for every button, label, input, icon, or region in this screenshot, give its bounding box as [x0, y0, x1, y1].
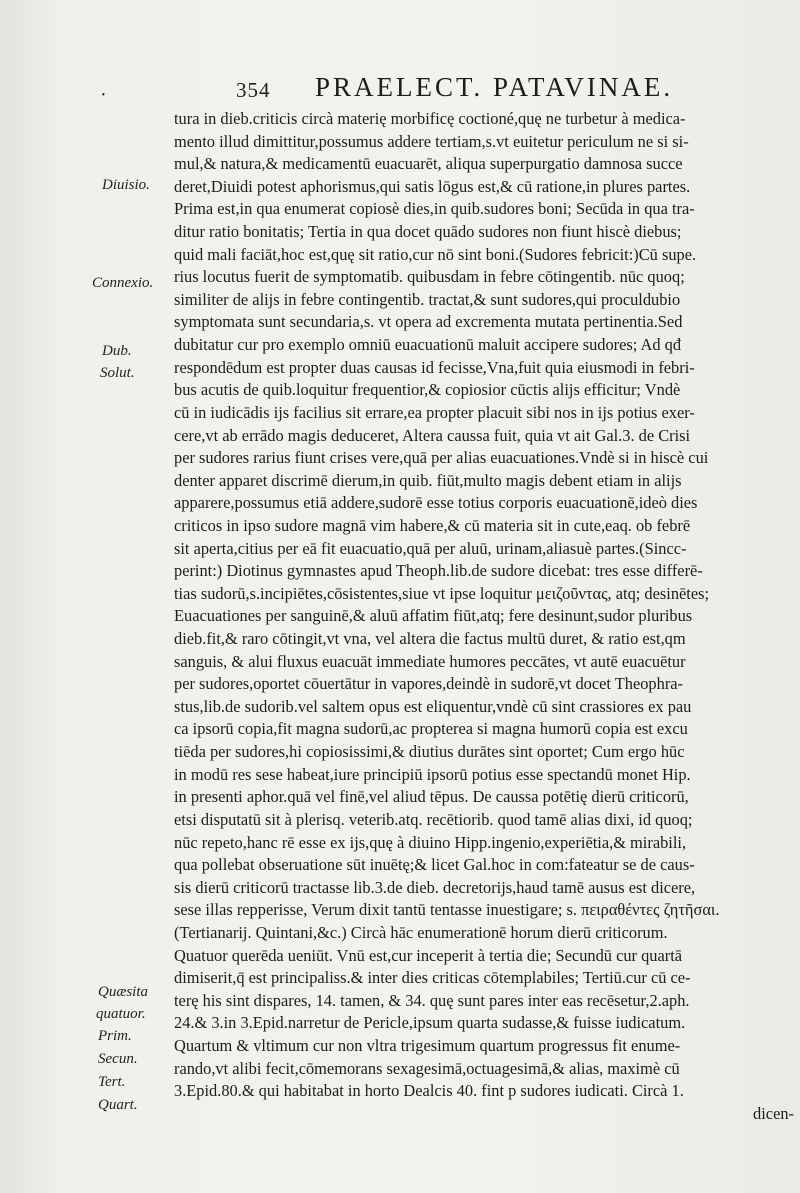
text-line: Quartum & vltimum cur non vltra trigesimum quartum progressus fit enume-	[174, 1035, 681, 1055]
text-line: qua pollebat obseruatione sūt inuētę;& licet Gal.hoc in com:fateatur se de caus-	[174, 855, 695, 875]
text-line: Prima est,in qua enumerat copiosè dies,in quib.sudores boni; Secūda in qua tra-	[174, 199, 695, 219]
text-line: respondēdum est propter duas causas id fecisse,Vna,fuit quia eiusmodi in febri-	[174, 357, 695, 377]
text-line: in modū res sese habeat,iure principiū ipsorū potius esse spectandū monet Hip.	[174, 764, 691, 784]
text-line: terę his sint dispares, 14. tamen, & 34. quę sunt pares inter eas recēsetur,2.aph.	[174, 990, 690, 1010]
text-line: per sudores rarius fiunt crises vere,quā per alias euacuationes.Vndè si in hiscè cui	[174, 448, 709, 468]
text-line: per sudores,oportet cōuertātur in vapores,deindè in sudorē,vt docet Theophra-	[174, 674, 684, 694]
margin-note-solut: Solut.	[100, 365, 135, 381]
text-line: 24.& 3.in 3.Epid.narretur de Pericle,ipsum quarta sudasse,& fuisse iudicatum.	[174, 1013, 686, 1033]
text-line: dubitatur cur pro exemplo omniū euacuationū maluit accipere sudores; Ad qđ	[174, 335, 682, 355]
text-line: sit aperta,citius per eā fit euacuatio,quā per aluū, urinam,aliasuè partes.(Sincc-	[174, 538, 687, 558]
text-line: cere,vt ab errādo magis deduceret, Altera caussa fuit, quia vt ait Gal.3. de Crisi	[174, 425, 691, 445]
text-line: perint:) Diotinus gymnastes apud Theoph.lib.de sudore dicebat: tres esse differē-	[174, 561, 703, 581]
text-line: tura in dieb.criticis circà materię morbificę coctioné,quę ne turbetur à medica-	[174, 109, 686, 128]
text-line: mento illud dimittitur,possumus addere tertiam,s.vt euitetur periculum ne si si-	[174, 131, 689, 151]
text-line: Quatuor querēda ueniūt. Vnū est,cur inceperit à tertia die; Secundū cur quartā	[174, 945, 683, 965]
margin-note-prim: Prim.	[98, 1028, 132, 1044]
text-line: in presenti aphor.quā vel finē,vel aliud tēpus. De caussa potētię dierū criticorū,	[174, 787, 689, 807]
text-line: nūc repeto,hanc rē esse ex ijs,quę à diuino Hipp.ingenio,experiētia,& mirabili,	[174, 832, 687, 852]
page-header: · 354 PRAELECT. PATAVINAE.	[100, 72, 674, 106]
margin-note-secun: Secun.	[98, 1051, 138, 1067]
text-line: Euacuationes per sanguinē,& aluū affatim fiūt,atq; fere desinunt,sudor pluribus	[174, 606, 693, 626]
text-line: quid mali faciāt,hoc est,quę sit ratio,cur nō sint boni.(Sudores febricit:)Cū supe.	[174, 244, 697, 264]
text-line: mul,& natura,& medicamentū euacuarēt, aliqua superpurgatio damnosa succe	[174, 154, 683, 174]
margin-note-quaesita: Quæsita	[98, 984, 149, 1000]
margin-note-quatuor: quatuor.	[96, 1006, 146, 1022]
margin-note-diuisio: Diuisio.	[102, 177, 150, 193]
margin-note-tert: Tert.	[98, 1074, 126, 1090]
text-line: sanguis, & alui fluxus euacuāt immediate humores peccātes, vt autē euacuētur	[174, 651, 686, 671]
text-line: tiēda per sudores,hi copiosissimi,& diutius durātes sint oportet; Cum ergo hūc	[174, 742, 685, 762]
text-line: bus acutis de quib.loquitur frequentior,& copiosior cūctis alijs efficitur; Vndè	[174, 380, 681, 400]
text-line: dieb.fit,& raro cōtingit,vt vna, vel altera die factus multū duret, & ratio est,qm	[174, 629, 686, 649]
text-line: rius locutus fuerit de symptomatib. quibusdam in febre cōtingentib. nūc quoq;	[174, 267, 685, 287]
margin-note-connexio: Connexio.	[92, 275, 154, 291]
text-line: rando,vt alibi fecit,cōmemorans sexagesimā,octuagesimā,& alias, maximè cū	[174, 1058, 680, 1078]
text-line: dimiserit,q̄ est principaliss.& inter dies criticas cōtemplabiles; Tertiū.cur cū ce-	[174, 968, 691, 988]
text-line: sese illas repperisse, Verum dixit tantū tentasse inuestigare; s. πειραθέντες ζητῆσαι.	[174, 900, 720, 920]
text-line: criticos in ipso sudore magnā vim habere,& cū materia sit in cute,eaq. ob febrē	[174, 515, 691, 535]
text-line: (Tertianarij. Quintani,&c.) Circà hāc enumerationē horum dierū criticorum.	[174, 922, 668, 942]
running-title: PRAELECT. PATAVINAE.	[315, 72, 674, 102]
text-line: ca ipsorū copia,fit magna sudorū,ac propterea si magna humorū copia est excu	[174, 719, 688, 739]
text-line: deret,Diuidi potest aphorismus,qui satis lōgus est,& cū ratione,in plures partes.	[174, 176, 691, 196]
text-line: apparere,possumus etiā addere,sudorē esse totius corporis euacuationē,ideò dies	[174, 493, 698, 513]
text-line: ditur ratio bonitatis; Tertia in qua docet quādo sudores non fiunt hiscè diebus;	[174, 222, 682, 242]
text-line: sis dierū criticorū tractasse lib.3.de dieb. decretorijs,haud tamē ausus est dicere,	[174, 877, 696, 897]
text-line: etsi disputatū sit à plerisq. veterib.atq. recētiorib. quod tamē alias dixi, id quoq;	[174, 809, 693, 829]
page-number: 354	[236, 78, 271, 102]
catchword: dicen-	[753, 1103, 794, 1123]
text-line: cū in iudicādis ijs facilius sit errare,ea propter placuit sibi nos in ijs potius exer-	[174, 402, 695, 422]
margin-note-quart: Quart.	[98, 1097, 138, 1113]
body-text	[174, 108, 794, 1125]
margin-note-dub: Dub.	[102, 343, 132, 359]
text-line: symptomata sunt secundaria,s. vt opera ad excrementa mutata pertinentia.Sed	[174, 312, 683, 332]
text-line: denter apparet discrimē dierum,in quib. fiūt,multo magis debent etiam in alijs	[174, 470, 682, 490]
text-line: 3.Epid.80.& qui habitabat in horto Dealcis 40. fint p sudores iudicati. Circà 1.	[174, 1081, 684, 1101]
text-line: tias sudorū,s.incipiētes,cōsistentes,siue vt ipse loquitur μειζοῦντας, atq; desinētes;	[174, 583, 710, 603]
text-line: stus,lib.de sudorib.vel saltem opus est eliquentur,vndè cū sint crassiores ex pau	[174, 696, 692, 716]
text-line: similiter de alijs in febre contingentib. tractat,& sunt sudores,qui proculdubio	[174, 289, 681, 309]
